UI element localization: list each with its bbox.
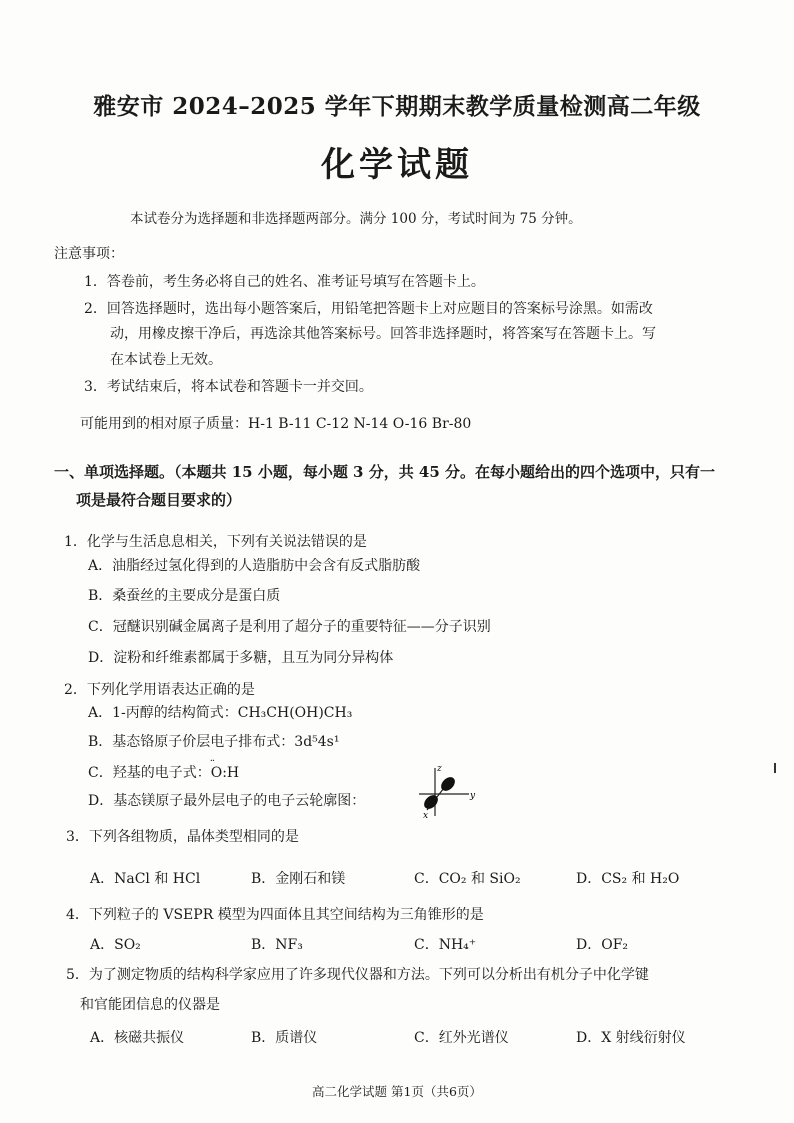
hydroxyl-electron-formula: ·· O:H	[211, 765, 239, 781]
question-3-option-b: B．金刚石和镁	[251, 871, 346, 887]
question-3-option-d: D．CS₂ 和 H₂O	[576, 871, 680, 887]
note-item-2-line-2: 动，用橡皮擦干净后，再选涂其他答案标号。回答非选择题时，将答案写在答题卡上。写	[110, 326, 656, 342]
question-2-stem: 2．下列化学用语表达正确的是	[64, 682, 255, 698]
question-2-option-d: D．基态镁原子最外层电子的电子云轮廓图：	[88, 793, 366, 809]
question-5-option-c: C．红外光谱仪	[414, 1030, 509, 1046]
question-3-option-a: A．NaCl 和 HCl	[90, 871, 201, 887]
scan-mark	[774, 763, 776, 773]
question-4-option-d: D．OF₂	[576, 937, 629, 953]
question-1-option-c: C．冠醚识别碱金属离子是利用了超分子的重要特征——分子识别	[88, 619, 491, 635]
exam-title: 雅安市 2024–2025 学年下期期末教学质量检测高二年级	[93, 93, 701, 120]
section-heading-line-2: 项是最符合题目要求的）	[76, 491, 242, 509]
atomic-mass-line: 可能用到的相对原子质量：H-1 B-11 C-12 N-14 O-16 Br-80	[80, 416, 472, 432]
question-4-option-a: A．SO₂	[90, 937, 141, 953]
note-item-3: 3．考试结束后，将本试卷和答题卡一并交回。	[84, 379, 373, 395]
question-5-stem-line-2: 和官能团信息的仪器是	[80, 997, 220, 1013]
p-orbital-diagram	[413, 762, 483, 820]
question-1-option-d: D．淀粉和纤维素都属于多糖，且互为同分异构体	[88, 650, 394, 666]
question-1-stem: 1．化学与生活息息相关，下列有关说法错误的是	[64, 534, 367, 550]
question-3-option-c: C．CO₂ 和 SiO₂	[414, 871, 521, 887]
question-3-stem: 3．下列各组物质，晶体类型相同的是	[66, 829, 299, 845]
question-4-stem: 4．下列粒子的 VSEPR 模型为四面体且其空间结构为三角锥形的是	[66, 907, 484, 923]
question-2-option-b: B．基态铬原子价层电子排布式：3d⁵4s¹	[88, 734, 340, 750]
section-heading-line-1: 一、单项选择题。（本题共 15 小题，每小题 3 分，共 45 分。在每小题给出的四个选项中，只有一	[54, 463, 716, 481]
question-1-option-b: B．桑蚕丝的主要成分是蛋白质	[88, 588, 281, 604]
page-footer: 高二化学试题 第1页（共6页）	[312, 1084, 482, 1099]
z-axis-label: z	[437, 764, 442, 774]
note-item-2-line-3: 在本试卷上无效。	[110, 352, 222, 368]
question-5-option-a: A．核磁共振仪	[90, 1030, 185, 1046]
y-axis-label: y	[470, 791, 476, 801]
question-4-option-c: C．NH₄⁺	[414, 937, 477, 953]
notes-heading: 注意事项：	[54, 246, 124, 262]
question-5-option-b: B．质谱仪	[251, 1030, 318, 1046]
question-2-option-c-label: C．羟基的电子式：	[88, 765, 211, 781]
note-item-2-line-1: 2．回答选择题时，选出每小题答案后，用铅笔把答题卡上对应题目的答案标号涂黑。如需改	[84, 301, 653, 317]
subject-title: 化学试题	[321, 145, 473, 185]
question-4-option-b: B．NF₃	[251, 937, 303, 953]
question-1-option-a: A．油脂经过氢化得到的人造脂肪中会含有反式脂肪酸	[88, 558, 421, 574]
question-5-stem-line-1: 5．为了测定物质的结构科学家应用了许多现代仪器和方法。下列可以分析出有机分子中化学键	[66, 967, 649, 983]
note-item-1: 1．答卷前，考生务必将自己的姓名、准考证号填写在答题卡上。	[84, 274, 485, 290]
exam-intro: 本试卷分为选择题和非选择题两部分。满分 100 分，考试时间为 75 分钟。	[130, 211, 582, 227]
question-5-option-d: D．X 射线衍射仪	[576, 1030, 686, 1046]
x-axis-label: x	[423, 811, 429, 820]
question-2-option-a: A．1-丙醇的结构简式：CH₃CH(OH)CH₃	[88, 705, 353, 721]
question-2-option-c	[88, 762, 239, 782]
